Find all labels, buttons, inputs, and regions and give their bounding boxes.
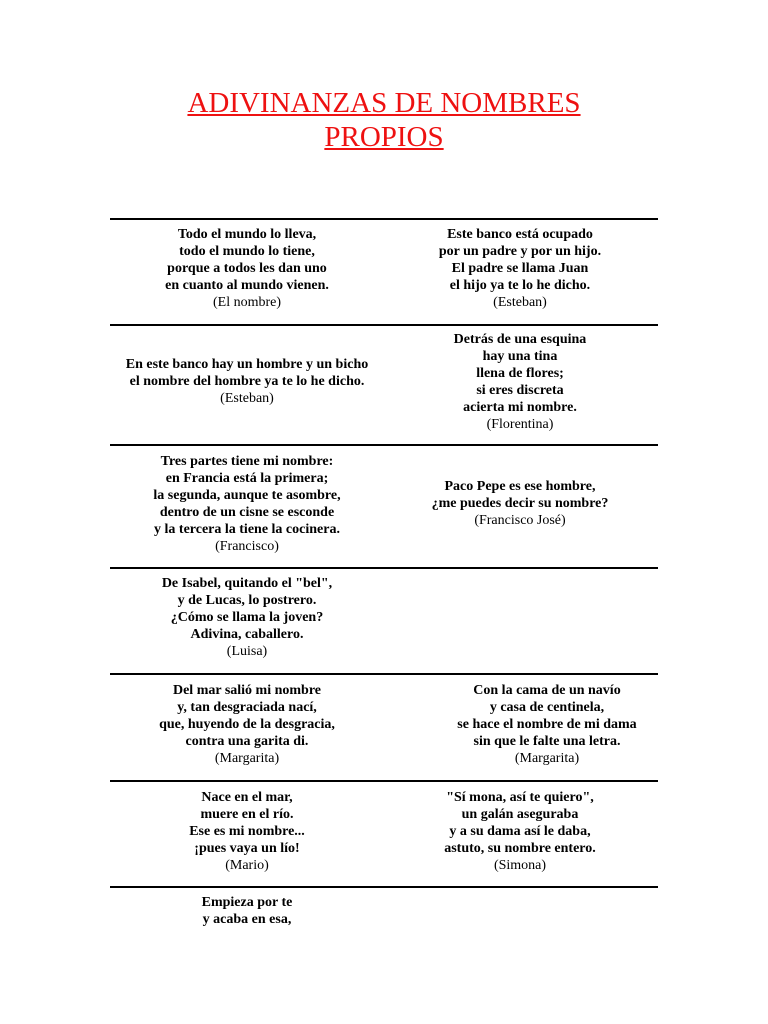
riddle-line: muere en el río. (200, 807, 294, 822)
riddle-cell (370, 478, 670, 529)
riddle-line: en Francia está la primera; (165, 471, 329, 486)
riddle-line: y la tercera la tiene la cocinera. (154, 522, 340, 537)
riddle-line: Del mar salió mi nombre (172, 683, 322, 698)
riddle-line: Con la cama de un navío (473, 683, 621, 698)
riddle-cell (97, 682, 397, 767)
row-divider (110, 324, 658, 326)
riddle-answer: (Margarita) (214, 751, 280, 766)
title-line-2: PROPIOS (324, 121, 444, 153)
riddle-line: Ese es mi nombre... (189, 824, 305, 839)
riddle-answer: (El nombre) (212, 295, 282, 310)
riddle-line: Este banco está ocupado (447, 227, 593, 242)
riddle-line: Tres partes tiene mi nombre: (160, 454, 334, 469)
riddle-line: el nombre del hombre ya te lo he dicho. (129, 374, 365, 389)
riddle-line: y casa de centinela, (489, 700, 605, 715)
riddle-cell (97, 356, 397, 407)
riddle-line: astuto, su nombre entero. (444, 841, 596, 856)
row-divider (110, 567, 658, 569)
riddle-answer: (Florentina) (486, 417, 554, 432)
riddle-answer: (Mario) (225, 858, 269, 873)
riddle-answer: (Simona) (493, 858, 547, 873)
riddle-line: y acaba en esa, (202, 912, 292, 927)
riddle-line: Empieza por te (201, 895, 293, 910)
riddle-cell (97, 226, 397, 311)
riddle-answer: (Esteban) (493, 295, 547, 310)
riddle-line: ¿Cómo se llama la joven? (170, 610, 324, 625)
riddle-cell (97, 894, 397, 928)
row-divider (110, 444, 658, 446)
riddle-line: sin que le falte una letra. (473, 734, 621, 749)
riddle-line: todo el mundo lo tiene, (179, 244, 315, 259)
riddle-line: ¡pues vaya un lío! (194, 841, 300, 856)
riddle-line: Paco Pepe es ese hombre, (444, 479, 596, 494)
riddle-line: y, tan desgraciada nací, (177, 700, 317, 715)
riddle-line: Adivina, caballero. (190, 627, 304, 642)
riddle-line: un galán aseguraba (461, 807, 579, 822)
riddle-answer: (Luisa) (226, 644, 268, 659)
riddle-line: contra una garita di. (185, 734, 309, 749)
riddle-cell (370, 789, 670, 874)
riddle-line: la segunda, aunque te asombre, (153, 488, 341, 503)
riddle-line: "Sí mona, así te quiero", (446, 790, 594, 805)
row-divider (110, 780, 658, 782)
riddle-cell (370, 331, 670, 433)
riddle-line: porque a todos les dan uno (167, 261, 327, 276)
riddle-line: acierta mi nombre. (463, 400, 577, 415)
riddle-answer: (Margarita) (514, 751, 580, 766)
riddle-line: dentro de un cisne se esconde (159, 505, 335, 520)
riddle-answer: (Esteban) (220, 391, 274, 406)
riddle-line: y de Lucas, lo postrero. (177, 593, 317, 608)
riddle-line: en cuanto al mundo vienen. (165, 278, 329, 293)
page-title (0, 86, 768, 154)
riddle-line: El padre se llama Juan (451, 261, 589, 276)
riddle-cell (97, 453, 397, 555)
riddle-line: Todo el mundo lo lleva, (177, 227, 317, 242)
riddle-cell (97, 789, 397, 874)
row-divider (110, 218, 658, 220)
row-divider (110, 673, 658, 675)
riddle-cell (397, 682, 697, 767)
riddle-cell (370, 226, 670, 311)
riddle-line: si eres discreta (476, 383, 564, 398)
riddle-line: De Isabel, quitando el "bel", (161, 576, 333, 591)
row-divider (110, 886, 658, 888)
riddle-line: que, huyendo de la desgracia, (159, 717, 335, 732)
riddle-answer: (Francisco José) (474, 513, 566, 528)
riddle-line: En este banco hay un hombre y un bicho (125, 357, 369, 372)
riddle-line: se hace el nombre de mi dama (457, 717, 637, 732)
riddle-line: por un padre y por un hijo. (438, 244, 602, 259)
riddle-line: Detrás de una esquina (453, 332, 587, 347)
riddle-line: Nace en el mar, (201, 790, 293, 805)
riddle-line: el hijo ya te lo he dicho. (449, 278, 591, 293)
riddle-answer: (Francisco) (215, 539, 279, 554)
riddle-line: ¿me puedes decir su nombre? (431, 496, 609, 511)
riddle-line: y a su dama así le daba, (449, 824, 591, 839)
title-line-1: ADIVINANZAS DE NOMBRES (187, 87, 581, 119)
riddle-line: llena de flores; (476, 366, 564, 381)
riddle-cell (97, 575, 397, 660)
riddle-line: hay una tina (482, 349, 558, 364)
